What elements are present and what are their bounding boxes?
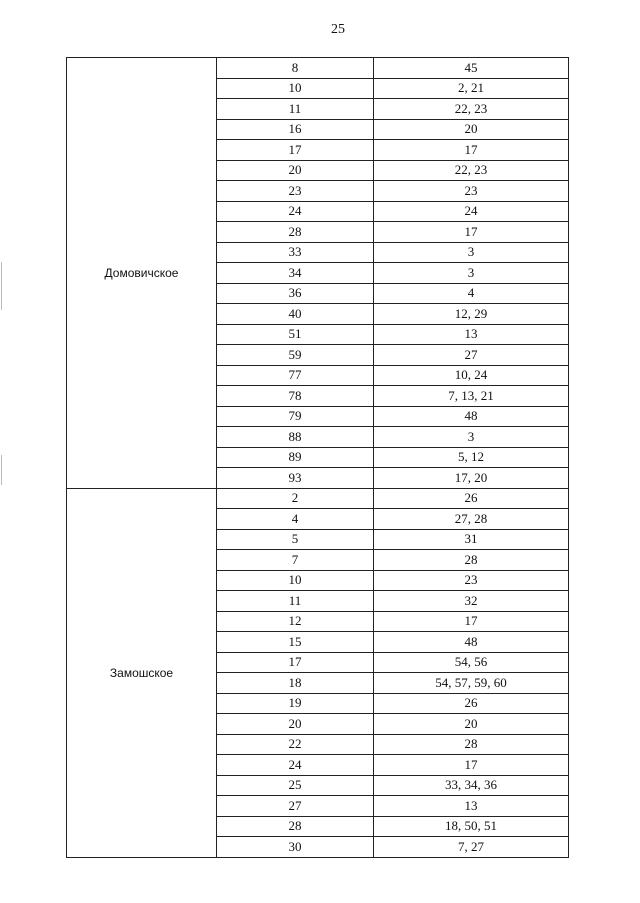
block-number-cell: 28 — [217, 816, 374, 837]
scan-margin-mark — [1, 262, 2, 310]
parcel-numbers-cell: 18, 50, 51 — [374, 816, 569, 837]
parcel-numbers-cell: 17 — [374, 611, 569, 632]
settlement-name: Замошское — [67, 488, 217, 857]
parcel-numbers-cell: 3 — [374, 242, 569, 263]
block-number-cell: 11 — [217, 99, 374, 120]
block-number-cell: 24 — [217, 201, 374, 222]
parcel-numbers-cell: 31 — [374, 529, 569, 550]
parcel-numbers-cell: 27, 28 — [374, 509, 569, 530]
block-number-cell: 30 — [217, 837, 374, 858]
block-number-cell: 10 — [217, 570, 374, 591]
block-number-cell: 8 — [217, 58, 374, 79]
parcel-numbers-cell: 3 — [374, 263, 569, 284]
cadastral-table — [66, 57, 569, 858]
block-number-cell: 88 — [217, 427, 374, 448]
block-number-cell: 89 — [217, 447, 374, 468]
block-number-cell: 51 — [217, 324, 374, 345]
parcel-numbers-cell: 5, 12 — [374, 447, 569, 468]
block-number-cell: 7 — [217, 550, 374, 571]
parcel-numbers-cell: 54, 57, 59, 60 — [374, 673, 569, 694]
parcel-numbers-cell: 17 — [374, 222, 569, 243]
block-number-cell: 33 — [217, 242, 374, 263]
parcel-numbers-cell: 28 — [374, 734, 569, 755]
table-body — [67, 58, 569, 858]
parcel-numbers-cell: 17 — [374, 755, 569, 776]
parcel-numbers-cell: 2, 21 — [374, 78, 569, 99]
block-number-cell: 16 — [217, 119, 374, 140]
scan-margin-mark — [1, 455, 2, 485]
block-number-cell: 36 — [217, 283, 374, 304]
parcel-numbers-cell: 20 — [374, 119, 569, 140]
parcel-numbers-cell: 45 — [374, 58, 569, 79]
parcel-numbers-cell: 33, 34, 36 — [374, 775, 569, 796]
block-number-cell: 23 — [217, 181, 374, 202]
block-number-cell: 10 — [217, 78, 374, 99]
block-number-cell: 27 — [217, 796, 374, 817]
parcel-numbers-cell: 7, 13, 21 — [374, 386, 569, 407]
block-number-cell: 11 — [217, 591, 374, 612]
parcel-numbers-cell: 27 — [374, 345, 569, 366]
block-number-cell: 17 — [217, 140, 374, 161]
block-number-cell: 40 — [217, 304, 374, 325]
parcel-numbers-cell: 10, 24 — [374, 365, 569, 386]
parcel-numbers-cell: 26 — [374, 488, 569, 509]
block-number-cell: 59 — [217, 345, 374, 366]
parcel-numbers-cell: 48 — [374, 406, 569, 427]
page-number: 25 — [331, 22, 345, 37]
block-number-cell: 28 — [217, 222, 374, 243]
block-number-cell: 25 — [217, 775, 374, 796]
block-number-cell: 78 — [217, 386, 374, 407]
parcel-numbers-cell: 4 — [374, 283, 569, 304]
parcel-numbers-cell: 22, 23 — [374, 99, 569, 120]
table-row — [67, 488, 569, 509]
parcel-numbers-cell: 54, 56 — [374, 652, 569, 673]
parcel-numbers-cell: 24 — [374, 201, 569, 222]
block-number-cell: 2 — [217, 488, 374, 509]
parcel-numbers-cell: 7, 27 — [374, 837, 569, 858]
parcel-numbers-cell: 23 — [374, 570, 569, 591]
parcel-numbers-cell: 28 — [374, 550, 569, 571]
parcel-numbers-cell: 22, 23 — [374, 160, 569, 181]
parcel-numbers-cell: 23 — [374, 181, 569, 202]
block-number-cell: 17 — [217, 652, 374, 673]
parcel-numbers-cell: 32 — [374, 591, 569, 612]
block-number-cell: 22 — [217, 734, 374, 755]
parcel-numbers-cell: 12, 29 — [374, 304, 569, 325]
parcel-numbers-cell: 17 — [374, 140, 569, 161]
block-number-cell: 20 — [217, 714, 374, 735]
parcel-numbers-cell: 26 — [374, 693, 569, 714]
parcel-numbers-cell: 48 — [374, 632, 569, 653]
block-number-cell: 93 — [217, 468, 374, 489]
parcel-numbers-cell: 3 — [374, 427, 569, 448]
block-number-cell: 34 — [217, 263, 374, 284]
parcel-numbers-cell: 20 — [374, 714, 569, 735]
block-number-cell: 19 — [217, 693, 374, 714]
block-number-cell: 5 — [217, 529, 374, 550]
block-number-cell: 12 — [217, 611, 374, 632]
table-row — [67, 58, 569, 79]
block-number-cell: 4 — [217, 509, 374, 530]
block-number-cell: 15 — [217, 632, 374, 653]
parcel-numbers-cell: 13 — [374, 324, 569, 345]
block-number-cell: 77 — [217, 365, 374, 386]
parcel-numbers-cell: 17, 20 — [374, 468, 569, 489]
settlement-name: Домовичское — [67, 58, 217, 489]
block-number-cell: 20 — [217, 160, 374, 181]
block-number-cell: 79 — [217, 406, 374, 427]
parcel-numbers-cell: 13 — [374, 796, 569, 817]
block-number-cell: 18 — [217, 673, 374, 694]
block-number-cell: 24 — [217, 755, 374, 776]
